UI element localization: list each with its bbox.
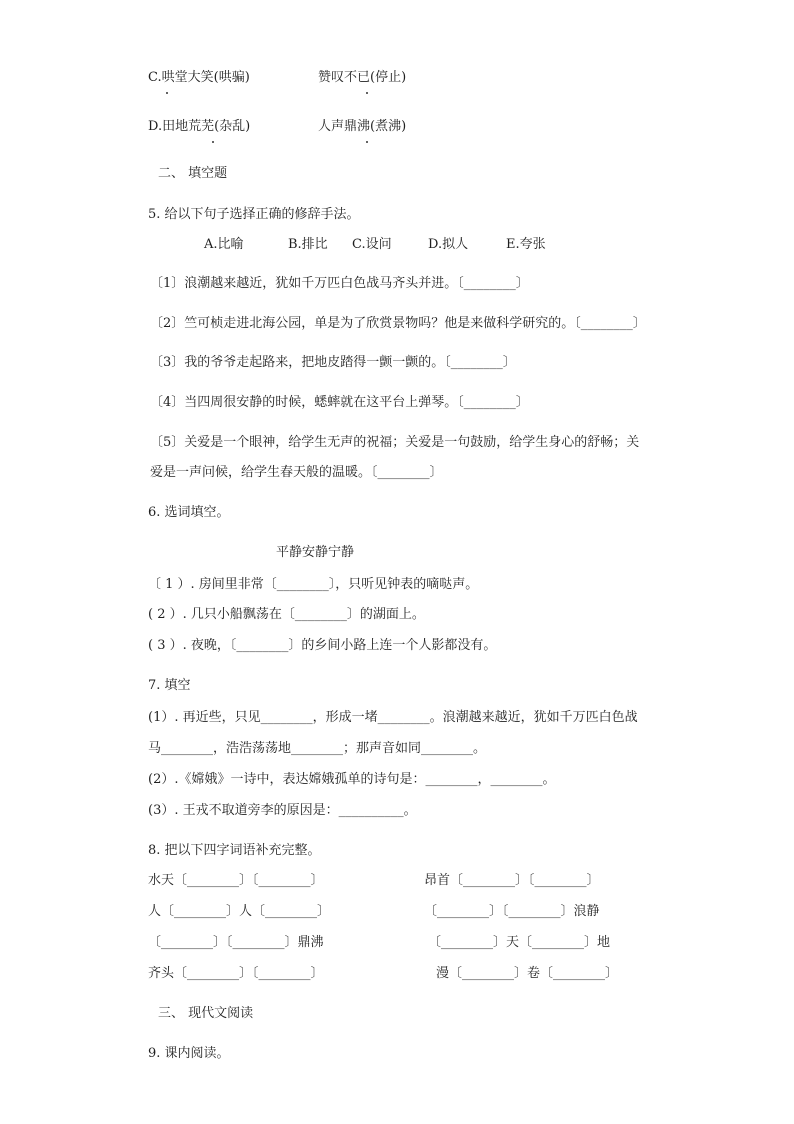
q5-option-a: A.比喻: [204, 237, 244, 252]
q5-item-3[interactable]: 〔3〕我的爷爷走起路来，把地皮踏得一颤一颤的。〔________〕: [150, 355, 516, 370]
q5-option-e: E.夸张: [506, 237, 546, 252]
q5-option-c: C.设问: [352, 237, 392, 252]
q5-title: 5. 给以下句子选择正确的修辞手法。: [148, 207, 360, 222]
q7-item-3[interactable]: (3）. 王戎不取道旁李的原因是：__________。: [148, 803, 417, 818]
q9-title: 9. 课内阅读。: [148, 1046, 230, 1061]
q6-item-1[interactable]: 〔 1 ）. 房间里非常〔________〕，只听见钟表的嘀哒声。: [148, 577, 479, 592]
emphasis-dot: [366, 92, 368, 94]
q6-item-3[interactable]: ( 3 ）. 夜晚，〔________〕的乡间小路上连一个人影都没有。: [148, 638, 497, 653]
q5-option-b: B.排比: [288, 237, 328, 252]
emphasis-dot: [166, 92, 168, 94]
q8-right-3[interactable]: 〔________〕天〔________〕地: [428, 935, 611, 950]
option-d-right: 人声鼎沸(煮沸): [318, 119, 407, 134]
q6-title: 6. 选词填空。: [148, 505, 230, 520]
q8-left-1[interactable]: 水天〔________〕〔________〕: [148, 873, 324, 888]
q7-item-2[interactable]: (2）.《嫦娥》一诗中，表达嫦娥孤单的诗句是：________，________。: [148, 772, 556, 787]
q5-item-4[interactable]: 〔4〕当四周很安静的时候，蟋蟀就在这平台上弹琴。〔________〕: [150, 395, 529, 410]
q8-right-1[interactable]: 昂首〔________〕〔________〕: [424, 873, 600, 888]
q5-item-5-line1[interactable]: 〔5〕关爱是一个眼神，给学生无声的祝福；关爱是一句鼓励，给学生身心的舒畅；关: [150, 435, 640, 450]
q5-option-d: D.拟人: [428, 237, 469, 252]
q8-right-2[interactable]: 〔________〕〔________〕浪静: [424, 904, 600, 919]
q8-right-4[interactable]: 漫〔________〕卷〔________〕: [436, 966, 619, 981]
option-c-left: C.哄堂大笑(哄骗): [148, 70, 250, 85]
q5-item-5-line2[interactable]: 爱是一声问候，给学生春天般的温暖。〔________〕: [150, 465, 443, 480]
option-c-right: 赞叹不已(停止): [318, 70, 407, 85]
section-heading-reading: 三、 现代文阅读: [158, 1006, 254, 1021]
q7-item-1-line2[interactable]: 马________，浩浩荡荡地________；那声音如同________。: [148, 741, 487, 756]
emphasis-dot: [212, 141, 214, 143]
option-d-left: D.田地荒芜(杂乱): [148, 119, 251, 134]
emphasis-dot: [366, 141, 368, 143]
q8-left-3[interactable]: 〔________〕〔________〕鼎沸: [148, 935, 324, 950]
q5-item-2[interactable]: 〔2〕竺可桢走进北海公园，单是为了欣赏景物吗？他是来做科学研究的。〔________〕: [150, 316, 646, 331]
q7-title: 7. 填空: [148, 678, 191, 693]
q8-left-4[interactable]: 齐头〔________〕〔________〕: [148, 966, 324, 981]
q8-title: 8. 把以下四字词语补充完整。: [148, 843, 321, 858]
section-heading-fill-in: 二、 填空题: [158, 166, 228, 181]
q6-item-2[interactable]: ( 2 ）. 几只小船飘荡在〔________〕的湖面上。: [148, 607, 425, 622]
q6-word-bank: 平静安静宁静: [276, 545, 355, 560]
q5-item-1[interactable]: 〔1〕浪潮越来越近，犹如千万匹白色战马齐头并进。〔________〕: [150, 276, 529, 291]
q8-left-2[interactable]: 人〔________〕人〔________〕: [148, 904, 331, 919]
q7-item-1-line1[interactable]: (1）. 再近些，只见________，形成一堵________。浪潮越来越近，犹如千万匹白色战: [148, 710, 638, 725]
